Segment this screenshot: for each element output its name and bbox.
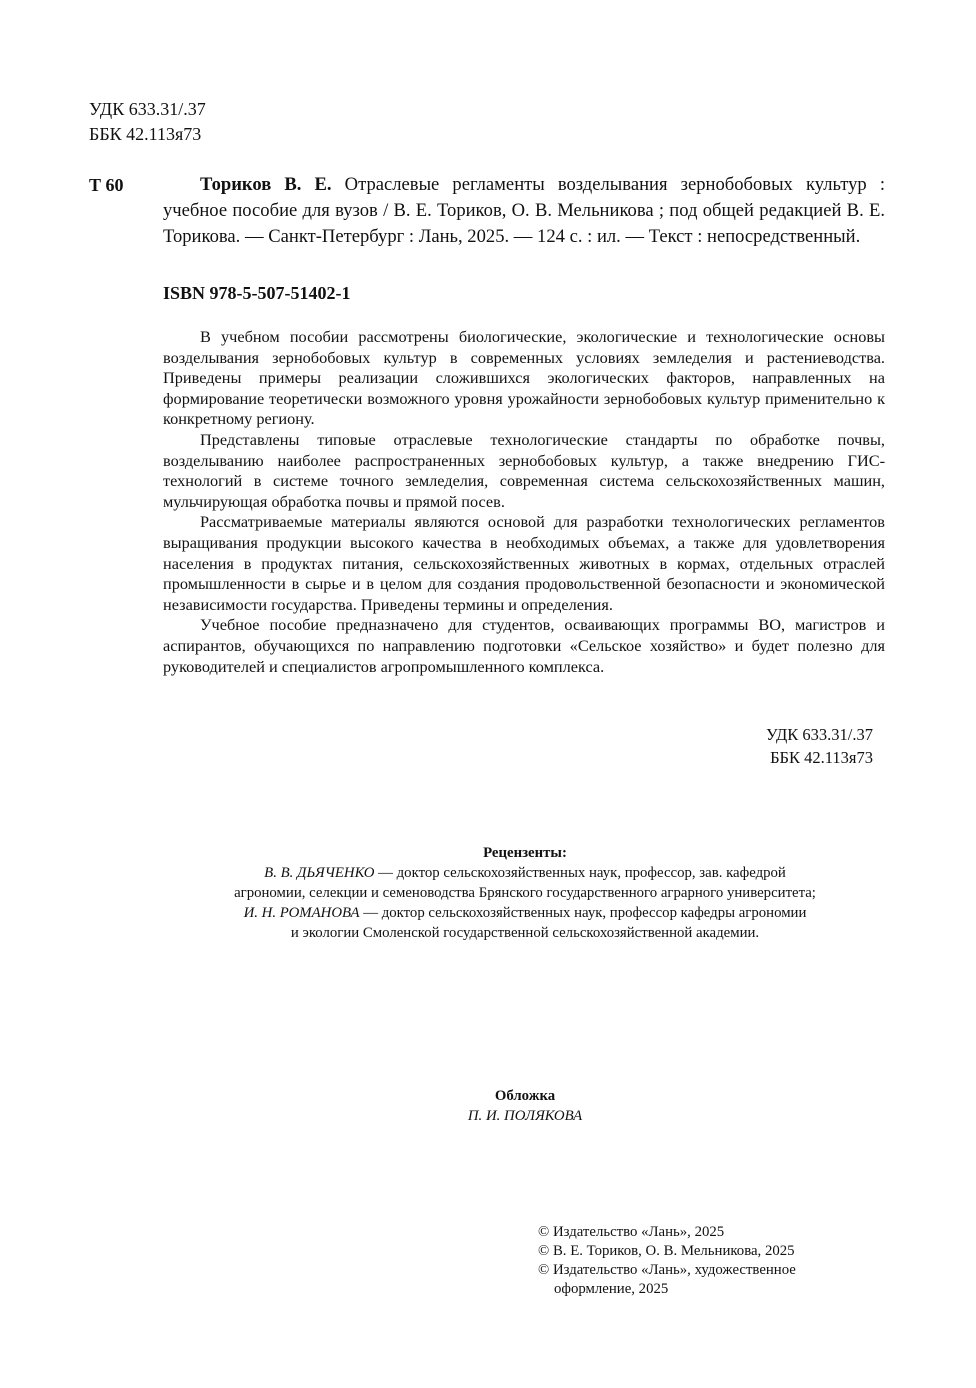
- cover-designer: П. И. ПОЛЯКОВА: [467, 1108, 583, 1124]
- reviewer-1-name: В. В. ДЬЯЧЕНКО: [264, 865, 375, 881]
- author-cutter-mark: Т 60: [89, 175, 124, 195]
- footer-classification-codes: [700, 723, 873, 769]
- reviewer-1: [150, 863, 900, 883]
- header-classification-codes: [89, 97, 206, 147]
- reviewers-heading: Рецензенты:: [483, 845, 567, 861]
- abstract-paragraph: В учебном пособии рассмотрены биологические, экологические и технологические основы возделывания зернобобовых культур в современных условиях земледелия и растениеводства. Приведены примеры реализации сложившихся экологических факторов, направленных на формирование теоретически возможного уровня урожайности зернобобовых культур применительно к конкретному региону.: [163, 327, 885, 429]
- cover-heading: Обложка: [494, 1088, 556, 1104]
- reviewer-1-title: — доктор сельскохозяйственных наук, профессор, зав. кафедрой: [374, 865, 786, 881]
- copyright-block: [538, 1223, 858, 1299]
- reviewer-1-affiliation: агрономии, селекции и семеноводства Брянского государственного аграрного университета;: [234, 885, 816, 901]
- copyright-line: © Издательство «Лань», 2025: [538, 1224, 725, 1240]
- isbn: ISBN 978-5-507-51402-1: [163, 283, 351, 303]
- copyright-line: © Издательство «Лань», художественное: [538, 1262, 796, 1278]
- reviewers-block: [150, 843, 900, 943]
- reviewer-2-affiliation: и экологии Смоленской государственной сельскохозяйственной академии.: [290, 925, 760, 941]
- copyright-line: оформление, 2025: [554, 1281, 669, 1297]
- reviewer-2-name: И. Н. РОМАНОВА: [243, 905, 360, 921]
- abstract: [163, 327, 885, 677]
- bbk-code: ББК 42.113я73: [89, 124, 202, 144]
- abstract-paragraph: Рассматриваемые материалы являются основой для разработки технологических регламентов выращивания продукции высокого качества в необходимых объемах, а также для удовлетворения населения в продуктах питания, сельскохозяйственных животных в кормах, отдельных отраслей промышленности в сырье и в целом для создания продовольственной безопасности и экономической независимости государства. Приведены термины и определения.: [163, 512, 885, 614]
- bibliographic-citation: [163, 172, 885, 250]
- udk-code: УДК 633.31/.37: [766, 725, 873, 744]
- abstract-paragraph: Учебное пособие предназначено для студентов, осваивающих программы ВО, магистров и аспирантов, обучающихся по направлению подготовки «Сельское хозяйство» и будет полезно для руководителей и специалистов агропромышленного комплекса.: [163, 615, 885, 676]
- cover-credit: [350, 1086, 700, 1126]
- bbk-code: ББК 42.113я73: [770, 748, 873, 767]
- citation-author: Ториков В. Е.: [200, 174, 332, 195]
- reviewer-2-title: — доктор сельскохозяйственных наук, профессор кафедры агрономии: [359, 905, 807, 921]
- udk-code: УДК 633.31/.37: [89, 99, 206, 119]
- copyright-line: © В. Е. Ториков, О. В. Мельникова, 2025: [538, 1243, 795, 1259]
- abstract-paragraph: Представлены типовые отраслевые технологические стандарты по обработке почвы, возделыванию наиболее распространенных зернобобовых культур, а также внедрению ГИС-технологий в системе точного земледелия, современная система сельскохозяйственных машин, мульчирующая обработка почвы и прямой посев.: [163, 429, 885, 511]
- reviewer-2: [150, 903, 900, 923]
- citation-text: Отраслевые регламенты возделывания зернобобовых культур : учебное пособие для вузов / В. Е. Ториков, О. В. Мельникова ; под общей редакцией В. Е. Торикова. — Санкт-Петербург : Лань, 2025. — 124 с. : ил. — Текст : непосредственный.: [163, 174, 885, 247]
